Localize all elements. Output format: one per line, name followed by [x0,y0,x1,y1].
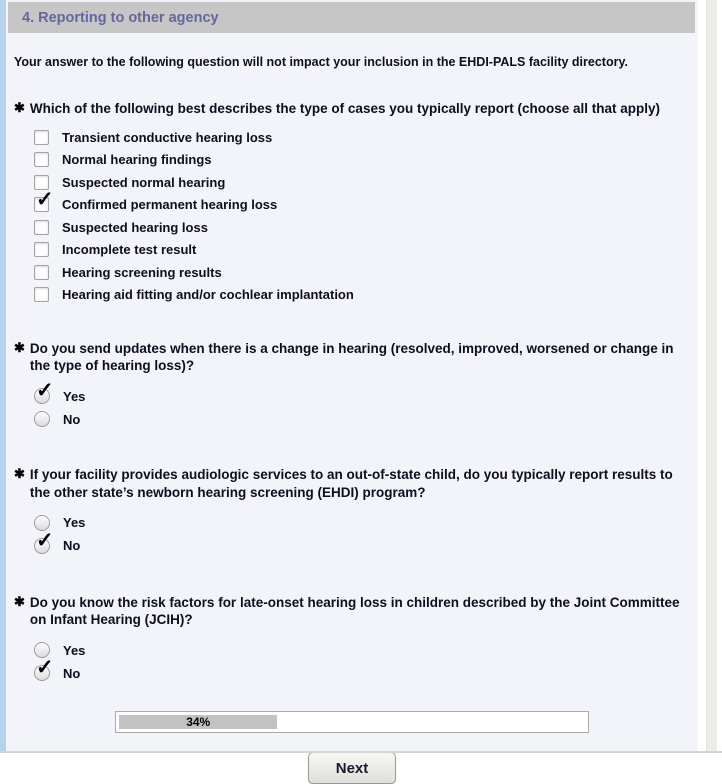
required-asterisk-icon: ✱ [14,339,25,355]
checkbox-option [34,152,698,168]
radio-group-risk-factors [34,642,698,681]
question-text: Do you know the risk factors for late-onset hearing loss in children described by the Joint Committee on Infant Hearing (JCIH)? [29,594,680,628]
checkbox[interactable] [34,265,49,280]
question-text: If your facility provides audiologic services to an out-of-state child, do you typically report results to the other state’s newborn hearing screening (EHDI) program? [29,467,673,500]
next-button[interactable]: Next [308,752,396,784]
required-asterisk-icon: ✱ [14,100,25,115]
checkbox[interactable] [34,175,49,190]
question-risk-factors [14,594,684,629]
radio-option [34,379,698,404]
checkbox[interactable] [34,152,49,167]
scrollbar-track[interactable] [706,0,717,753]
checkbox-option [34,242,698,258]
question-send-updates [14,340,684,375]
checkbox-label: Normal hearing findings [62,152,212,168]
radio-label: Yes [63,388,86,404]
radio-option [34,411,698,427]
radio-label: Yes [63,642,86,658]
progress-percent-label: 34% [186,715,211,730]
checkbox-option [34,219,698,235]
intro-note: Your answer to the following question will not impact your inclusion in the EHDI-PALS facility directory. [14,55,628,69]
radio-group-send-updates [34,379,698,427]
section-title: 4. Reporting to other agency [22,9,219,26]
radio-label: No [63,538,81,554]
checkmark-icon: ✓ [36,656,54,680]
radio-option [34,656,698,681]
radio-label: Yes [63,515,86,531]
survey-page [6,0,698,777]
checkbox-label: Suspected hearing loss [62,219,208,235]
progress-bar [115,711,589,733]
radio-option [34,642,698,658]
radio-label: No [63,665,81,681]
checkbox[interactable] [34,220,49,235]
checkbox-label: Hearing aid fitting and/or cochlear implantation [62,287,354,303]
checkbox-option [34,287,698,303]
checkmark-icon: ✓ [36,528,54,552]
checkbox[interactable] [34,242,49,257]
radio-button[interactable] [34,642,50,658]
button-row [6,752,698,784]
question-out-of-state [14,466,684,501]
radio-option [34,515,698,531]
progress-bar-fill [119,715,277,729]
question-text: Which of the following best describes the type of cases you typically report (choose all that apply) [29,101,661,116]
radio-group-out-of-state [34,515,698,554]
window-bottom-edge [0,751,722,753]
radio-option [34,528,698,554]
checkbox-option [34,188,698,213]
checkmark-icon: ✓ [36,188,54,212]
checkbox-label: Suspected normal hearing [62,174,226,190]
required-asterisk-icon: ✱ [14,466,25,482]
checkbox-label: Hearing screening results [62,264,222,280]
question-text: Do you send updates when there is a change in hearing (resolved, improved, worsened or change in the type of hearing loss)? [29,340,674,374]
checkbox[interactable] [34,287,49,302]
required-asterisk-icon: ✱ [14,593,25,609]
checkbox-option [34,264,698,280]
question-report-cases [14,100,684,117]
checkbox-group-cases [34,129,698,303]
checkbox-label: Confirmed permanent hearing loss [62,197,278,213]
radio-button[interactable] [34,515,50,531]
radio-button[interactable] [34,379,54,404]
checkbox-label: Transient conductive hearing loss [62,129,273,145]
checkbox-option [34,174,698,190]
radio-label: No [63,411,81,427]
checkbox-label: Incomplete test result [62,242,197,258]
radio-button[interactable] [34,528,54,554]
checkbox[interactable] [34,130,49,145]
checkmark-icon: ✓ [36,379,54,403]
radio-button[interactable] [34,411,50,427]
checkbox[interactable] [34,188,54,212]
radio-button[interactable] [34,656,54,681]
section-header-bar [8,2,695,33]
checkbox-option [34,129,698,145]
